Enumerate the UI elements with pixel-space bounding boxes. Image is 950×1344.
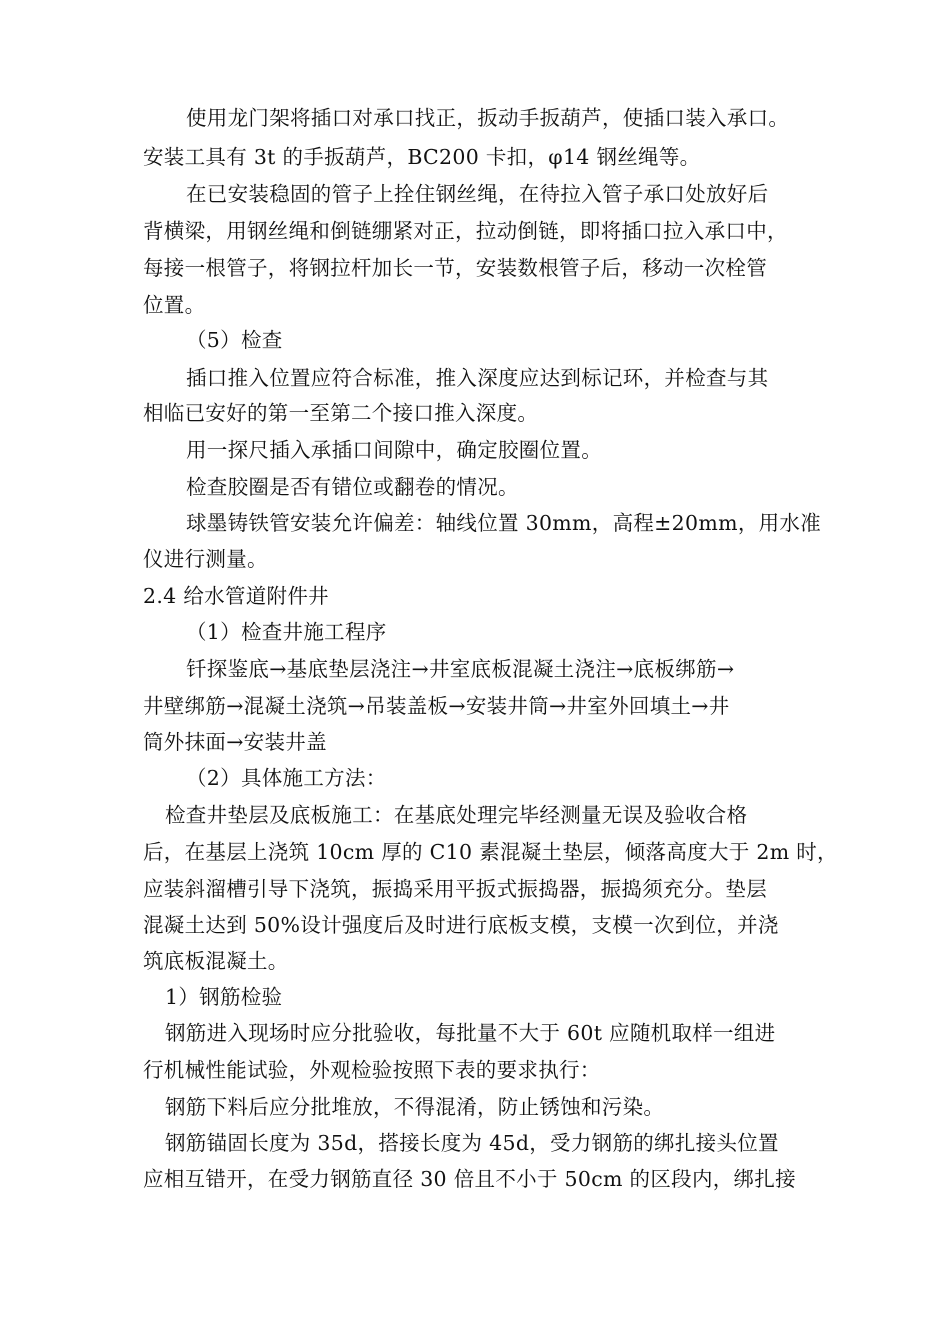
paragraph-line: 背横梁，用钢丝绳和倒链绷紧对正，拉动倒链，即将插口拉入承口中， [143, 219, 788, 243]
paragraph-line: 用一探尺插入承插口间隙中，确定胶圈位置。 [186, 438, 602, 462]
paragraph-line: 混凝土达到 50%设计强度后及时进行底板支模，支模一次到位，并浇 [143, 913, 779, 937]
section-heading: （1）检查井施工程序 [186, 620, 387, 644]
paragraph-line: 钎探鉴底→基底垫层浇注→井室底板混凝土浇注→底板绑筋→ [186, 657, 735, 681]
section-heading: （5）检查 [186, 328, 283, 352]
paragraph-line: 每接一根管子，将钢拉杆加长一节，安装数根管子后，移动一次栓管 [143, 256, 767, 280]
paragraph-line: 使用龙门架将插口对承口找正，扳动手扳葫芦，使插口装入承口。 [186, 106, 790, 130]
paragraph-line: 检查胶圈是否有错位或翻卷的情况。 [186, 475, 519, 499]
paragraph-line: 仪进行测量。 [143, 547, 268, 571]
paragraph-line: 球墨铸铁管安装允许偏差：轴线位置 30mm，高程±20mm，用水准 [186, 511, 822, 535]
paragraph-line: 检查井垫层及底板施工：在基底处理完毕经测量无误及验收合格 [165, 803, 748, 827]
paragraph-line: 应装斜溜槽引导下浇筑，振捣采用平扳式振捣器，振捣须充分。垫层 [143, 877, 767, 901]
paragraph-line: 钢筋锚固长度为 35d，搭接长度为 45d，受力钢筋的绑扎接头位置 [165, 1131, 779, 1155]
paragraph-line: 钢筋进入现场时应分批验收，每批量不大于 60t 应随机取样一组进 [165, 1021, 776, 1045]
paragraph-line: 筑底板混凝土。 [143, 949, 289, 973]
paragraph-line: 后，在基层上浇筑 10cm 厚的 C10 素混凝土垫层，倾落高度大于 2m 时， [143, 840, 838, 864]
paragraph-line: 应相互错开，在受力钢筋直径 30 倍且不小于 50cm 的区段内，绑扎接 [143, 1167, 796, 1191]
paragraph-line: 钢筋下料后应分批堆放，不得混淆，防止锈蚀和污染。 [165, 1095, 665, 1119]
paragraph-line: 安装工具有 3t 的手扳葫芦，BC200 卡扣，φ14 钢丝绳等。 [143, 145, 701, 169]
paragraph-line: 相临已安好的第一至第二个接口推入深度。 [143, 401, 539, 425]
paragraph-line: 井壁绑筋→混凝土浇筑→吊装盖板→安装井筒→井室外回填土→井 [143, 694, 730, 718]
paragraph-line: 筒外抹面→安装井盖 [143, 730, 327, 754]
paragraph-line: 位置。 [143, 293, 206, 317]
paragraph-line: 插口推入位置应符合标准，推入深度应达到标记环，并检查与其 [186, 366, 769, 390]
section-heading: 2.4 给水管道附件井 [143, 584, 329, 608]
paragraph-line: 在已安装稳固的管子上拴住钢丝绳，在待拉入管子承口处放好后 [186, 182, 769, 206]
section-heading: （2）具体施工方法： [186, 766, 387, 790]
paragraph-line: 行机械性能试验，外观检验按照下表的要求执行： [143, 1058, 601, 1082]
section-heading: 1）钢筋检验 [165, 985, 283, 1009]
